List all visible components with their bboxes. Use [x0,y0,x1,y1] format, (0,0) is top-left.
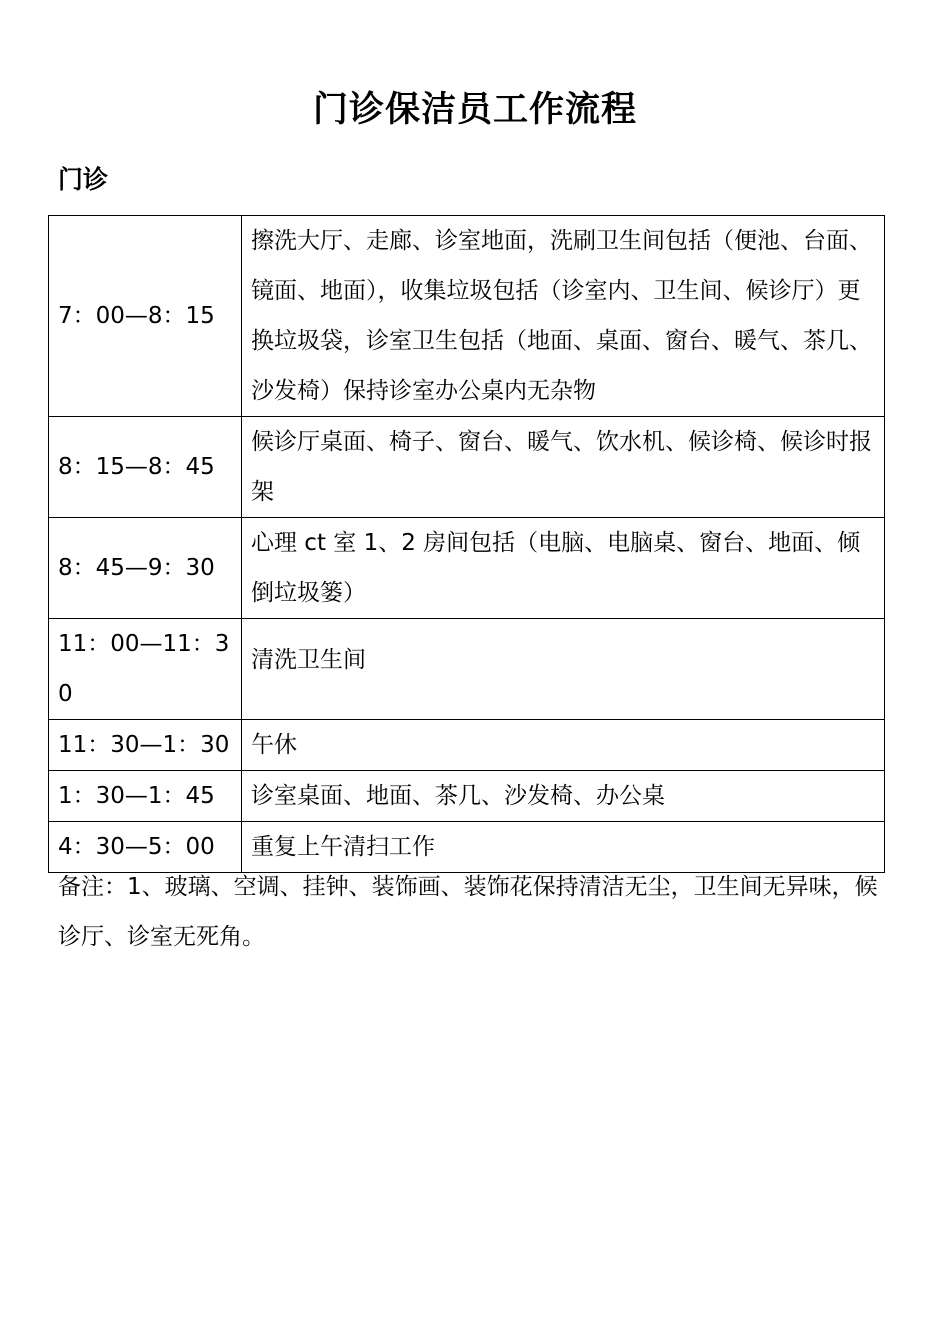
task-cell: 候诊厅桌面、椅子、窗台、暖气、饮水机、候诊椅、候诊时报架 [242,417,885,518]
task-cell: 清洗卫生间 [242,619,885,720]
time-cell: 8：45—9：30 [49,518,242,619]
table-row [49,216,885,417]
time-cell: 4：30—5：00 [49,822,242,873]
time-cell: 11：00—11：30 [49,619,242,720]
table-row [49,771,885,822]
table-row [49,518,885,619]
task-cell: 心理 ct 室 1、2 房间包括（电脑、电脑桌、窗台、地面、倾倒垃圾篓） [242,518,885,619]
time-cell: 7：00—8：15 [49,216,242,417]
task-cell: 诊室桌面、地面、茶几、沙发椅、办公桌 [242,771,885,822]
task-cell: 擦洗大厅、走廊、诊室地面，洗刷卫生间包括（便池、台面、镜面、地面），收集垃圾包括（诊室内、卫生间、候诊厅）更换垃圾袋，诊室卫生包括（地面、桌面、窗台、暖气、茶几、沙发椅）保持诊室办公桌内无杂物 [242,216,885,417]
page-title: 门诊保洁员工作流程 [312,90,637,130]
note-paragraph: 备注：1、玻璃、空调、挂钟、装饰画、装饰花保持清洁无尘，卫生间无异味，候诊厅、诊室无死角。 [58,874,878,950]
time-cell: 1：30—1：45 [49,771,242,822]
table-row [49,720,885,771]
task-cell: 午休 [242,720,885,771]
table-row [49,619,885,720]
schedule-table [48,215,885,873]
table-row [49,417,885,518]
time-cell: 11：30—1：30 [49,720,242,771]
time-cell: 8：15—8：45 [49,417,242,518]
task-cell: 重复上午清扫工作 [242,822,885,873]
section-title: 门诊 [58,165,109,194]
